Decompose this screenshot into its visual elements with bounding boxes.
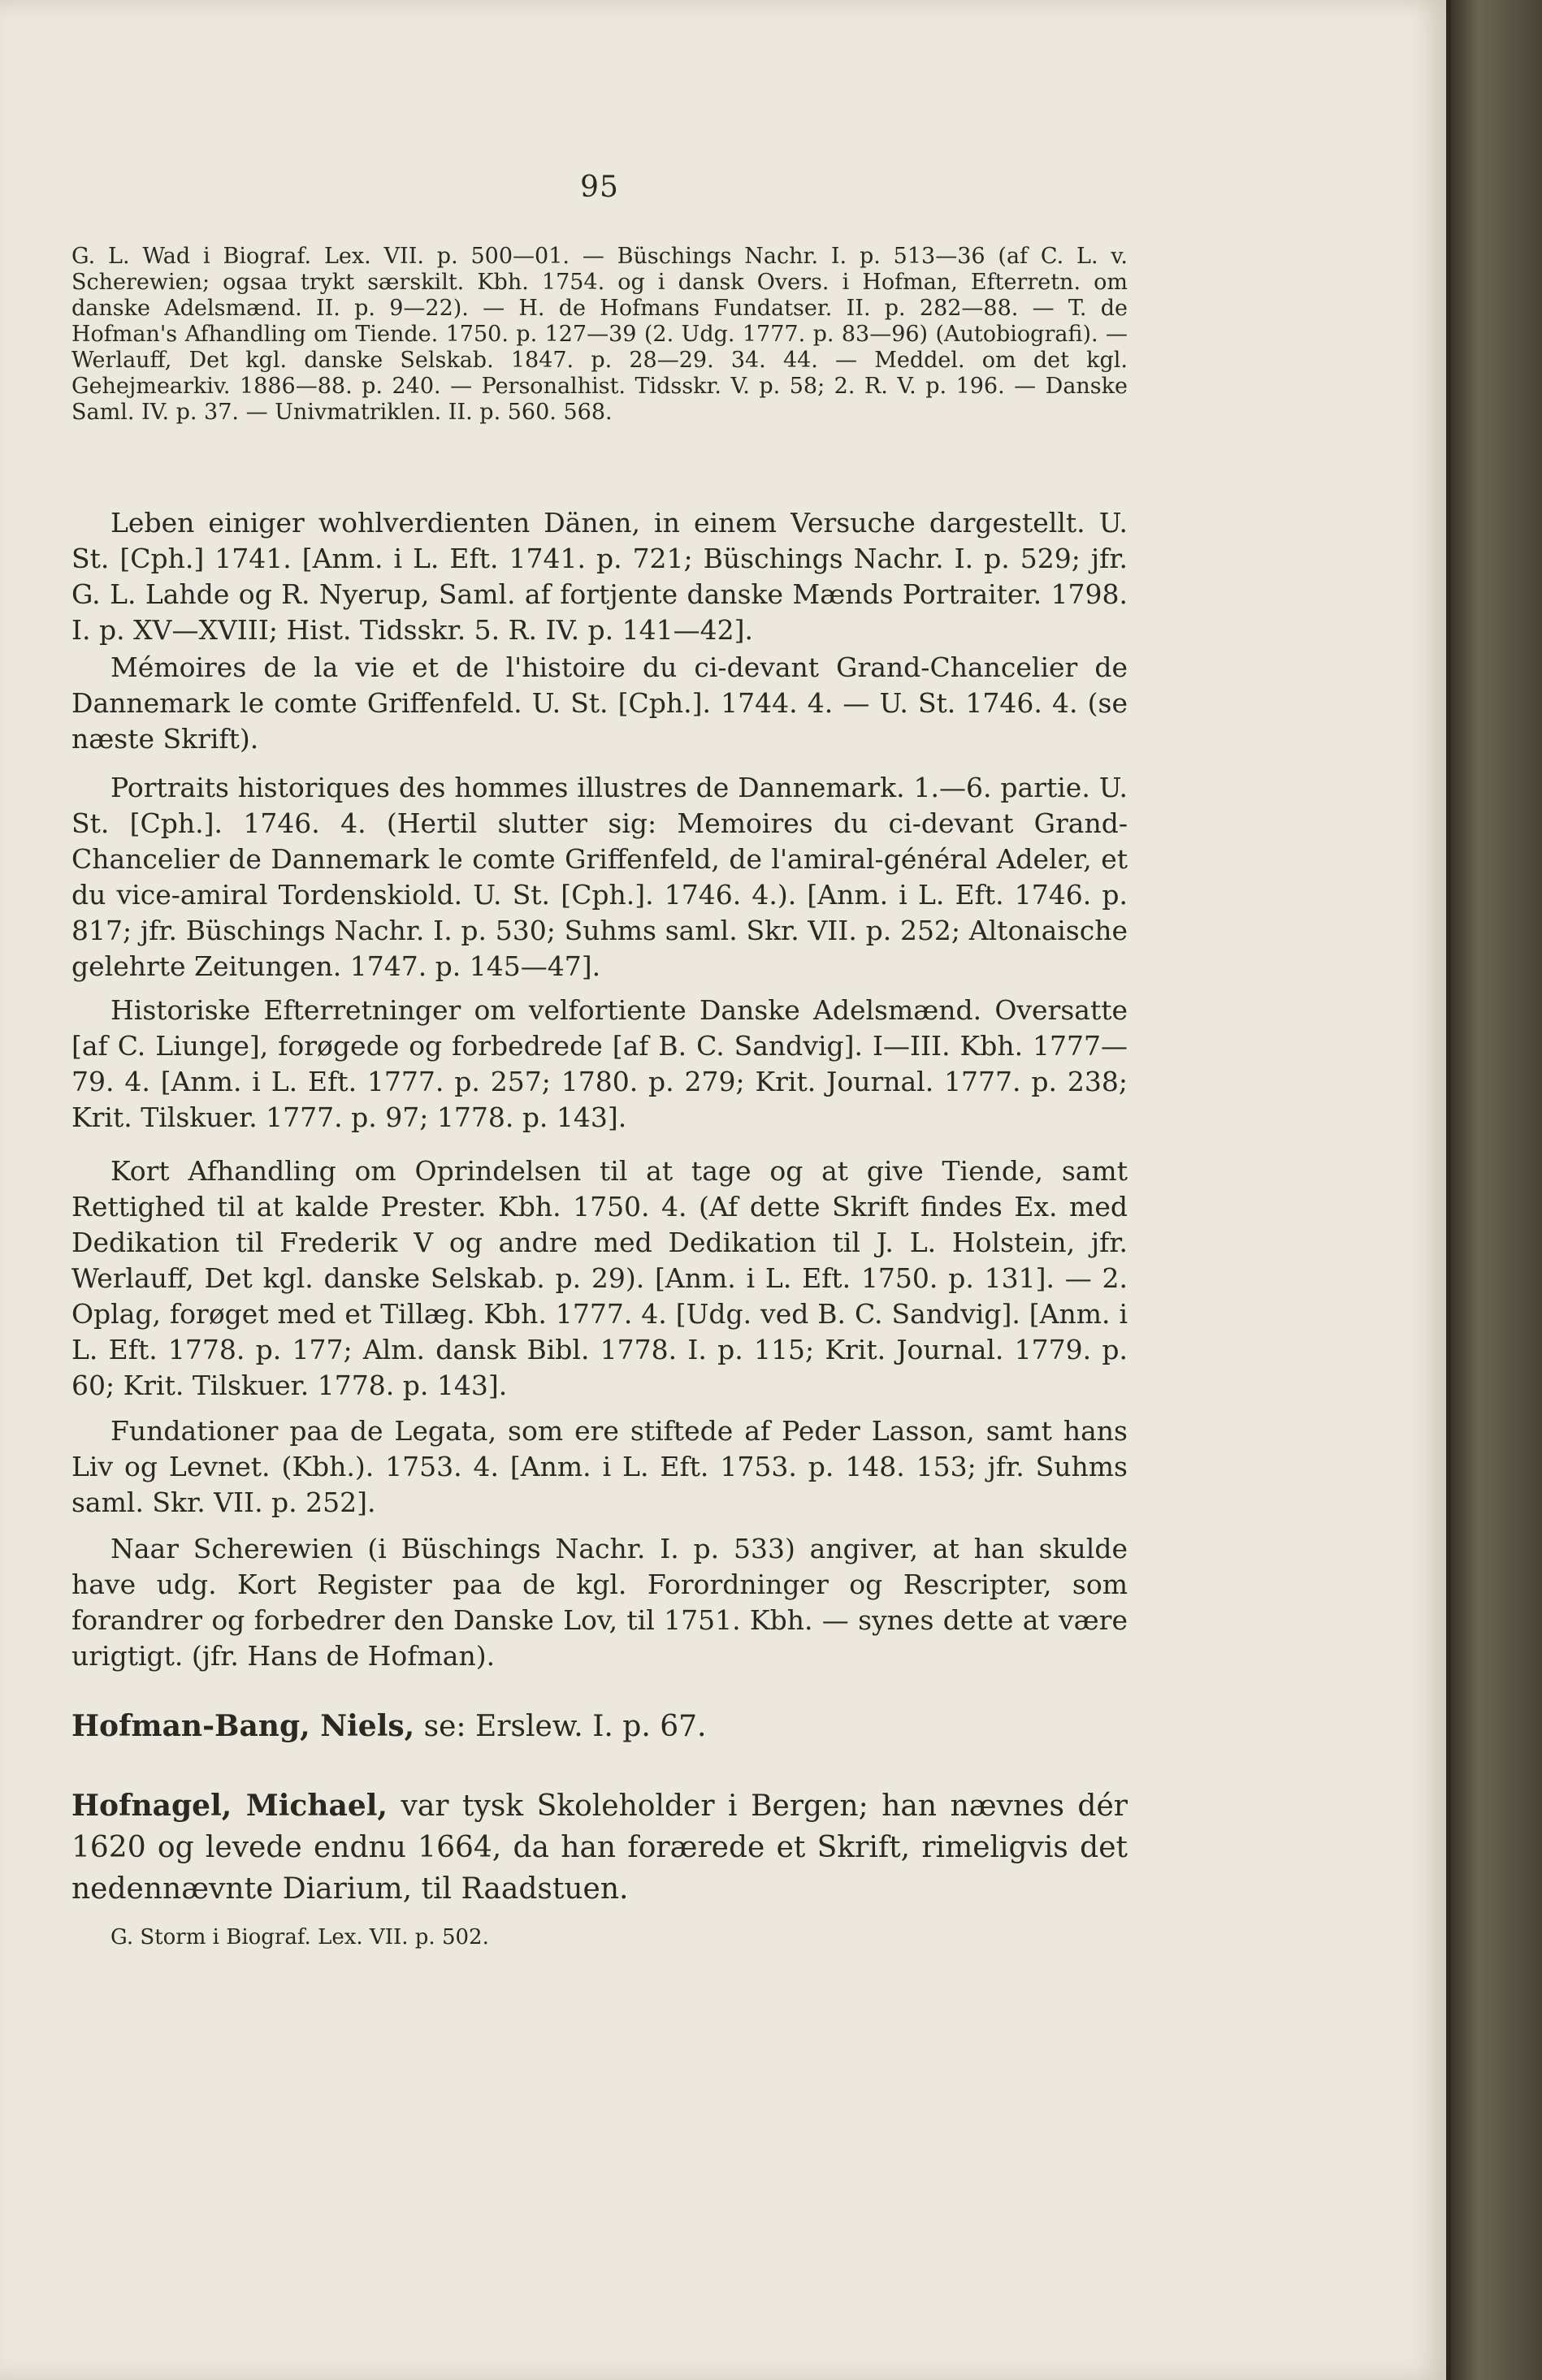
- entry-memoires-griffenfeld: Mémoires de la vie et de l'histoire du ci-devant Grand-Chancelier de Dannemark le comte Griffenfeld. U. St. [Cph.]. 1744. 4. — U. St. 1746. 4. (se næste Skrift).: [71, 651, 1128, 755]
- hofnagel-reference: G. Storm i Biograf. Lex. VII. p. 502.: [110, 1925, 489, 1949]
- entry-naar-scherewien: Naar Scherewien (i Büschings Nachr. I. p. 533) angiver, at han skulde have udg. Kort Register paa de kgl. Forordninger og Rescripter, som forandrer og forbedrer den Danske Lov, til 1751. Kbh. — synes dette at være urigtigt. (jfr. Hans de Hofman).: [71, 1533, 1128, 1672]
- person-name-hofnagel: Hofnagel, Michael,: [71, 1789, 388, 1823]
- heading-hofnagel: [71, 1785, 1128, 1910]
- page-number: 95: [580, 171, 619, 204]
- hofman-bang-text: se: Erslew. I. p. 67.: [414, 1710, 707, 1743]
- entry-fundationer: Fundationer paa de Legata, som ere stiftede af Peder Lasson, samt hans Liv og Levnet. (Kbh.). 1753. 4. [Anm. i L. Eft. 1753. p. 148. 153; jfr. Suhms saml. Skr. VII. p. 252].: [71, 1415, 1128, 1518]
- entry-kort-afhandling: Kort Afhandling om Oprindelsen til at tage og at give Tiende, samt Rettighed til at kalde Prester. Kbh. 1750. 4. (Af dette Skrift findes Ex. med Dedikation til Frederik V og andre med Dedikation til J. L. Holstein, jfr. Werlauff, Det kgl. danske Selskab. p. 29). [Anm. i L. Eft. 1750. p. 131]. — 2. Oplag, forøget med et Tillæg. Kbh. 1777. 4. [Udg. ved B. C. Sandvig]. [Anm. i L. Eft. 1778. p. 177; Alm. dansk Bibl. 1778. I. p. 115; Krit. Journal. 1779. p. 60; Krit. Tilskuer. 1778. p. 143].: [71, 1155, 1128, 1401]
- entry-leben-einiger: Leben einiger wohlverdienten Dänen, in einem Versuche dargestellt. U. St. [Cph.] 1741. [Anm. i L. Eft. 1741. p. 721; Büschings Nachr. I. p. 529; jfr. G. L. Lahde og R. Nyerup, Saml. af fortjente danske Mænds Portraiter. 1798. I. p. XV—XVIII; Hist. Tidsskr. 5. R. IV. p. 141—42].: [71, 507, 1128, 646]
- hofnagel-text: var tysk Skoleholder i Bergen; han nævnes dér 1620 og levede endnu 1664, da han forærede et Skrift, rimeligvis det nedennævnte Diarium, til Raadstuen.: [71, 1789, 1128, 1906]
- references-block: G. L. Wad i Biograf. Lex. VII. p. 500—01. — Büschings Nachr. I. p. 513—36 (af C. L. v. Scherewien; ogsaa trykt særskilt. Kbh. 1754. og i dansk Overs. i Hofman, Efterretn. om danske Adelsmænd. II. p. 9—22). — H. de Hofmans Fundatser. II. p. 282—88. — T. de Hofman's Afhandling om Tiende. 1750. p. 127—39 (2. Udg. 1777. p. 83—96) (Autobiografi). — Werlauff, Det kgl. danske Selskab. 1847. p. 28—29. 34. 44. — Meddel. om det kgl. Gehejmearkiv. 1886—88. p. 240. — Personalhist. Tidsskr. V. p. 58; 2. R. V. p. 196. — Danske Saml. IV. p. 37. — Univmatriklen. II. p. 560. 568.: [71, 244, 1128, 425]
- person-name-hofman-bang: Hofman-Bang, Niels,: [71, 1709, 415, 1743]
- entry-portraits-historiques: Portraits historiques des hommes illustres de Dannemark. 1.—6. partie. U. St. [Cph.]. 1746. 4. (Hertil slutter sig: Memoires du ci-devant Grand-Chancelier de Dannemark le comte Griffenfeld, de l'amiral-général Adeler, et du vice-amiral Tordenskiold. U. St. [Cph.]. 1746. 4.). [Anm. i L. Eft. 1746. p. 817; jfr. Büschings Nachr. I. p. 530; Suhms saml. Skr. VII. p. 252; Altonaische gelehrte Zeitungen. 1747. p. 145—47].: [71, 772, 1128, 982]
- entry-historiske-efterretninger: Historiske Efterretninger om velfortiente Danske Adelsmænd. Oversatte [af C. Liunge], forøgede og forbedrede [af B. C. Sandvig]. I—III. Kbh. 1777—79. 4. [Anm. i L. Eft. 1777. p. 257; 1780. p. 279; Krit. Journal. 1777. p. 238; Krit. Tilskuer. 1777. p. 97; 1778. p. 143].: [71, 994, 1128, 1133]
- book-spine-edge: [1451, 0, 1542, 2380]
- heading-hofman-bang: [71, 1706, 1128, 1747]
